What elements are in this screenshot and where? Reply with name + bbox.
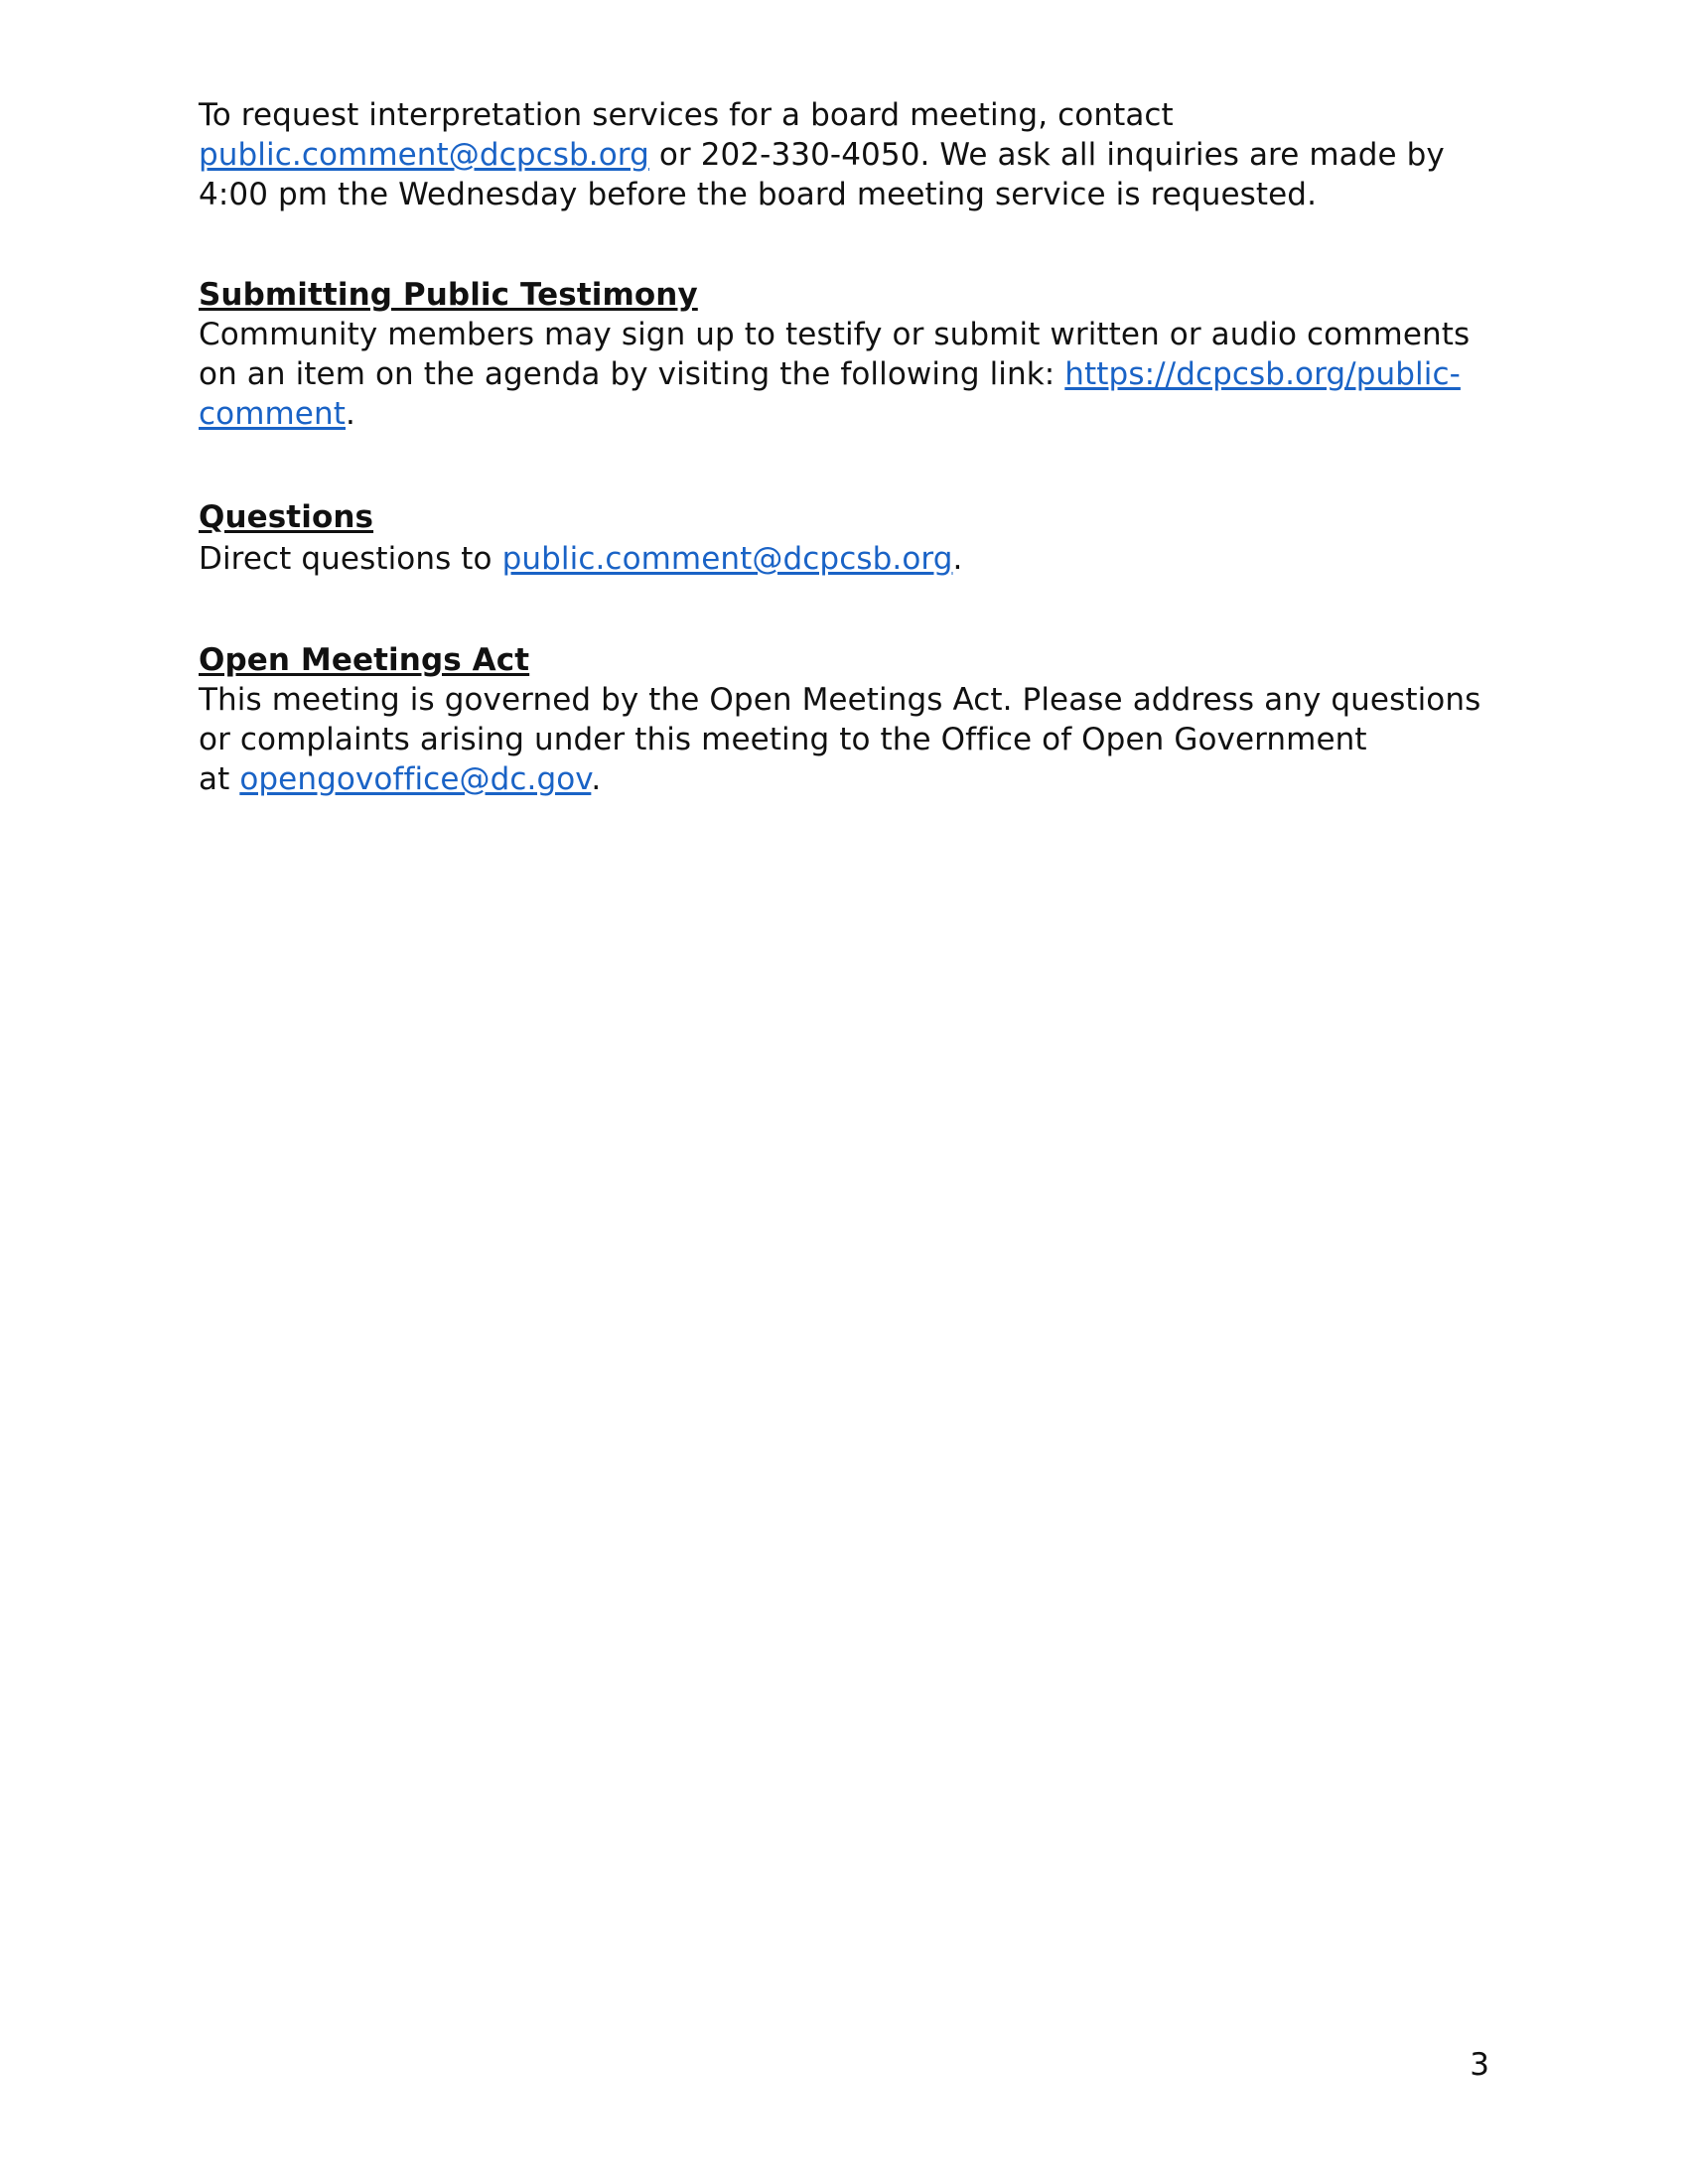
section-open-meetings-act [199, 640, 1489, 799]
interpretation-email-link[interactable]: public.comment@dcpcsb.org [199, 137, 649, 173]
open-meetings-text: This meeting is governed by the Open Meetings Act. Please address any questions or complaints arising under this meeting to the Office of Open Government [199, 682, 1481, 757]
questions-period: . [952, 541, 963, 577]
open-gov-email-link[interactable]: opengovoffice@dc.gov [239, 761, 592, 797]
public-testimony-text: Community members may sign up to testify or submit written or audio comments on an item on the agenda by visiting the following link: [199, 317, 1471, 392]
section-public-testimony [199, 275, 1489, 434]
section-questions [199, 495, 1489, 579]
open-meetings-period: . [591, 761, 602, 797]
public-testimony-paragraph [199, 315, 1489, 434]
interpretation-text-end: or 202-330-4050. We ask all inquiries are made by 4:00 pm the Wednesday before the board meeting service is requested. [199, 137, 1445, 212]
heading-questions: Questions [199, 499, 374, 535]
page-number: 3 [1470, 2047, 1489, 2083]
interpretation-text-start: To request interpretation services for a board meeting, contact [199, 97, 1174, 133]
public-testimony-period: . [345, 396, 355, 432]
document-page [199, 95, 1489, 861]
heading-public-testimony: Submitting Public Testimony [199, 277, 698, 313]
questions-paragraph [199, 539, 1489, 579]
heading-open-meetings-act: Open Meetings Act [199, 642, 530, 678]
open-meetings-at: at [199, 761, 240, 797]
public-comment-link[interactable]: https://dcpcsb.org/public-comment [199, 356, 1461, 432]
questions-email-link[interactable]: public.comment@dcpcsb.org [501, 541, 953, 577]
questions-text: Direct questions to [199, 541, 502, 577]
open-meetings-paragraph [199, 680, 1489, 799]
interpretation-paragraph [199, 95, 1489, 214]
